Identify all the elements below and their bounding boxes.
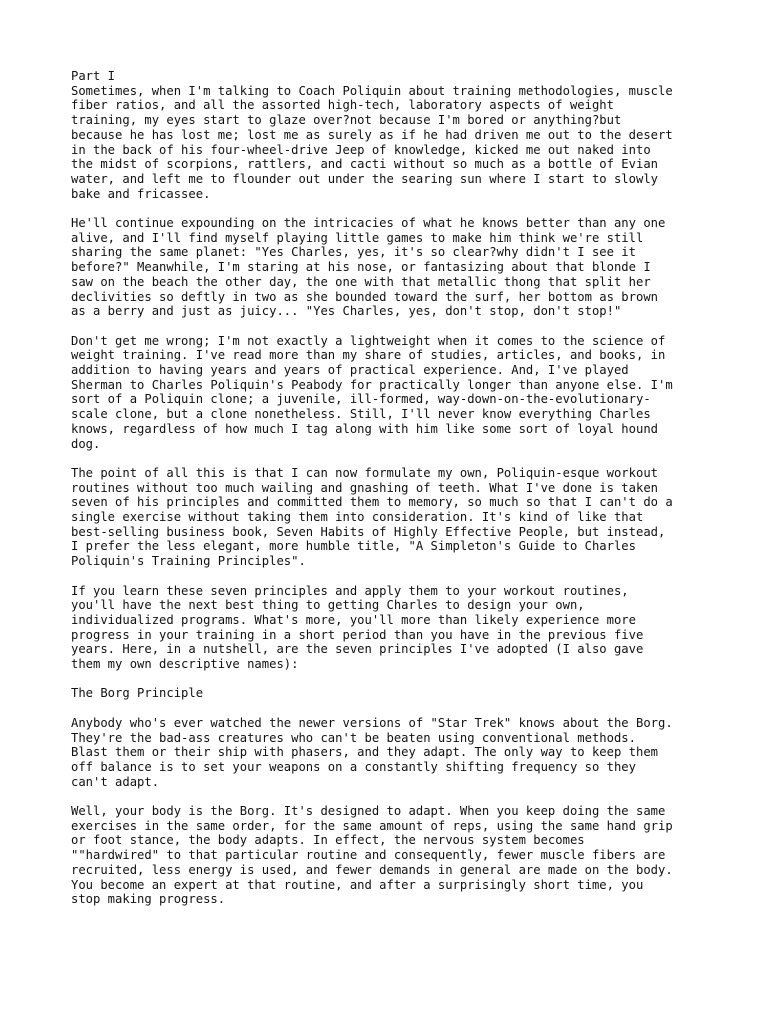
text-line: addition to having years and years of practical experience. And, I've played [71, 363, 629, 378]
text-line: sort of a Poliquin clone; a juvenile, ill-formed, way-down-on-the-evolutionary- [71, 392, 651, 407]
text-line: off balance is to set your weapons on a constantly shifting frequency so they [71, 759, 636, 774]
text-line: them my own descriptive names): [71, 657, 299, 672]
text-line: fiber ratios, and all the assorted high-tech, laboratory aspects of weight [71, 98, 614, 113]
section-body [71, 716, 711, 907]
text-line: recruited, less energy is used, and fewer demands in general are made on the body. [71, 862, 673, 877]
text-line: seven of his principles and committed them to memory, so much so that I can't do a [71, 495, 673, 510]
text-line: single exercise without taking them into consideration. It's kind of like that [71, 510, 644, 525]
text-line: Anybody who's ever watched the newer versions of "Star Trek" knows about the Borg. [71, 715, 673, 730]
paragraph [71, 716, 711, 790]
text-line: before?" Meanwhile, I'm staring at his nose, or fantasizing about that blonde I [71, 260, 651, 275]
text-line: because he has lost me; lost me as surely as if he had driven me out to the desert [71, 127, 673, 142]
text-line: training, my eyes start to glaze over?not because I'm bored or anything?but [71, 113, 622, 128]
text-line: saw on the beach the other day, the one with that metallic thong that split her [71, 274, 651, 289]
text-line: progress in your training in a short period than you have in the previous five [71, 627, 644, 642]
part-title: Part I [71, 69, 116, 83]
text-line: best-selling business book, Seven Habits of Highly Effective People, but instead, [71, 524, 666, 539]
text-line: Well, your body is the Borg. It's designed to adapt. When you keep doing the same [71, 804, 666, 819]
text-line: or foot stance, the body adapts. In effect, the nervous system becomes [71, 833, 585, 848]
text-line: You become an expert at that routine, and after a surprisingly short time, you [71, 877, 644, 892]
paragraph [71, 466, 711, 569]
text-line: dog. [71, 436, 101, 451]
text-line: individualized programs. What's more, you'll more than likely experience more [71, 612, 636, 627]
text-line: bake and fricassee. [71, 186, 211, 201]
document-page [71, 69, 711, 922]
text-line: years. Here, in a nutshell, are the seven principles I've adopted (I also gave [71, 642, 644, 657]
text-line: exercises in the same order, for the same amount of reps, using the same hand grip [71, 818, 673, 833]
paragraph [71, 84, 711, 202]
paragraph [71, 216, 711, 319]
text-line: the midst of scorpions, rattlers, and cacti without so much as a bottle of Evian [71, 157, 658, 172]
text-line: water, and left me to flounder out under the searing sun where I start to slowly [71, 171, 658, 186]
text-line: you'll have the next best thing to getting Charles to design your own, [71, 598, 585, 613]
text-line: scale clone, but a clone nonetheless. Still, I'll never know everything Charles [71, 407, 651, 422]
text-line: as a berry and just as juicy... "Yes Charles, yes, don't stop, don't stop!" [71, 304, 622, 319]
intro-body [71, 84, 711, 672]
text-line: Blast them or their ship with phasers, and they adapt. The only way to keep them [71, 745, 658, 760]
text-line: I prefer the less elegant, more humble title, "A Simpleton's Guide to Charles [71, 539, 636, 554]
section-heading: The Borg Principle [71, 686, 204, 701]
text-line: routines without too much wailing and gnashing of teeth. What I've done is taken [71, 480, 658, 495]
text-line: Sherman to Charles Poliquin's Peabody for practically longer than anyone else. I'm [71, 377, 673, 392]
text-line: knows, regardless of how much I tag along with him like some sort of loyal hound [71, 421, 658, 436]
text-line: The point of all this is that I can now formulate my own, Poliquin-esque workout [71, 465, 658, 480]
text-line: stop making progress. [71, 892, 226, 907]
text-line: If you learn these seven principles and apply them to your workout routines, [71, 583, 629, 598]
text-line: alive, and I'll find myself playing little games to make him think we're still [71, 230, 644, 245]
text-line: declivities so deftly in two as she bounded toward the surf, her bottom as brown [71, 289, 658, 304]
paragraph [71, 584, 711, 672]
paragraph [71, 804, 711, 907]
text-line: He'll continue expounding on the intricacies of what he knows better than any one [71, 216, 666, 231]
text-line: sharing the same planet: "Yes Charles, yes, it's so clear?why didn't I see it [71, 245, 636, 260]
paragraph [71, 334, 711, 452]
text-line: They're the bad-ass creatures who can't be beaten using conventional methods. [71, 730, 636, 745]
text-line: ""hardwired" to that particular routine and consequently, fewer muscle fibers are [71, 848, 666, 863]
text-line: can't adapt. [71, 774, 160, 789]
text-line: Sometimes, when I'm talking to Coach Poliquin about training methodologies, muscle [71, 83, 673, 98]
text-line: in the back of his four-wheel-drive Jeep of knowledge, kicked me out naked into [71, 142, 651, 157]
text-line: Poliquin's Training Principles". [71, 554, 306, 569]
text-line: weight training. I've read more than my share of studies, articles, and books, in [71, 348, 666, 363]
text-line: Don't get me wrong; I'm not exactly a lightweight when it comes to the science of [71, 333, 666, 348]
